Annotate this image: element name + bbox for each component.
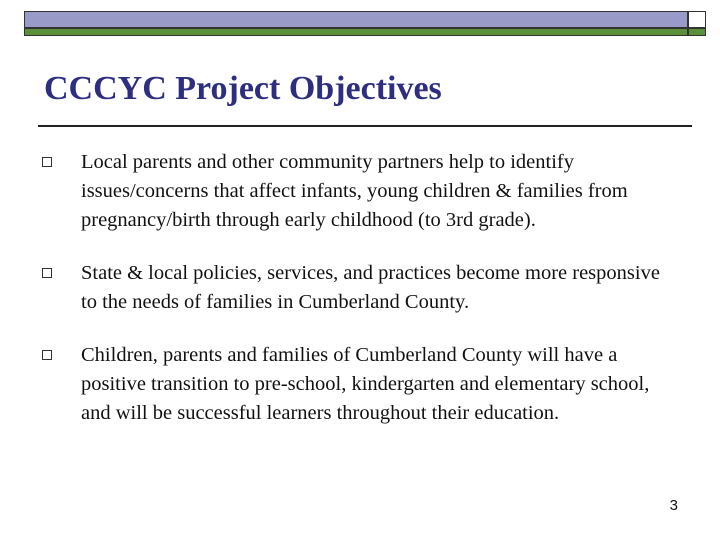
header-corner-green [688, 28, 706, 36]
slide-title: CCCYC Project Objectives [44, 70, 442, 107]
objective-text: Local parents and other community partners help to identify issues/concerns that affect infants, young children & families from pregnancy/birth through early childhood (to 3rd grade). [81, 151, 628, 231]
square-bullet-icon [42, 157, 52, 167]
header-corner-box [688, 11, 706, 28]
square-bullet-icon [42, 350, 52, 360]
objective-item [40, 148, 680, 235]
objective-item [40, 259, 680, 317]
objective-text: Children, parents and families of Cumberland County will have a positive transition to pre-school, kindergarten and elementary school, and will be successful learners throughout their education. [81, 344, 650, 424]
page-number: 3 [669, 497, 678, 514]
objective-text: State & local policies, services, and practices become more responsive to the needs of families in Cumberland County. [81, 262, 660, 313]
objective-item [40, 341, 680, 428]
title-divider [38, 125, 692, 127]
header-green-stripe [24, 28, 688, 36]
header-decoration-bar [24, 11, 688, 28]
objectives-list [40, 148, 680, 452]
square-bullet-icon [42, 268, 52, 278]
